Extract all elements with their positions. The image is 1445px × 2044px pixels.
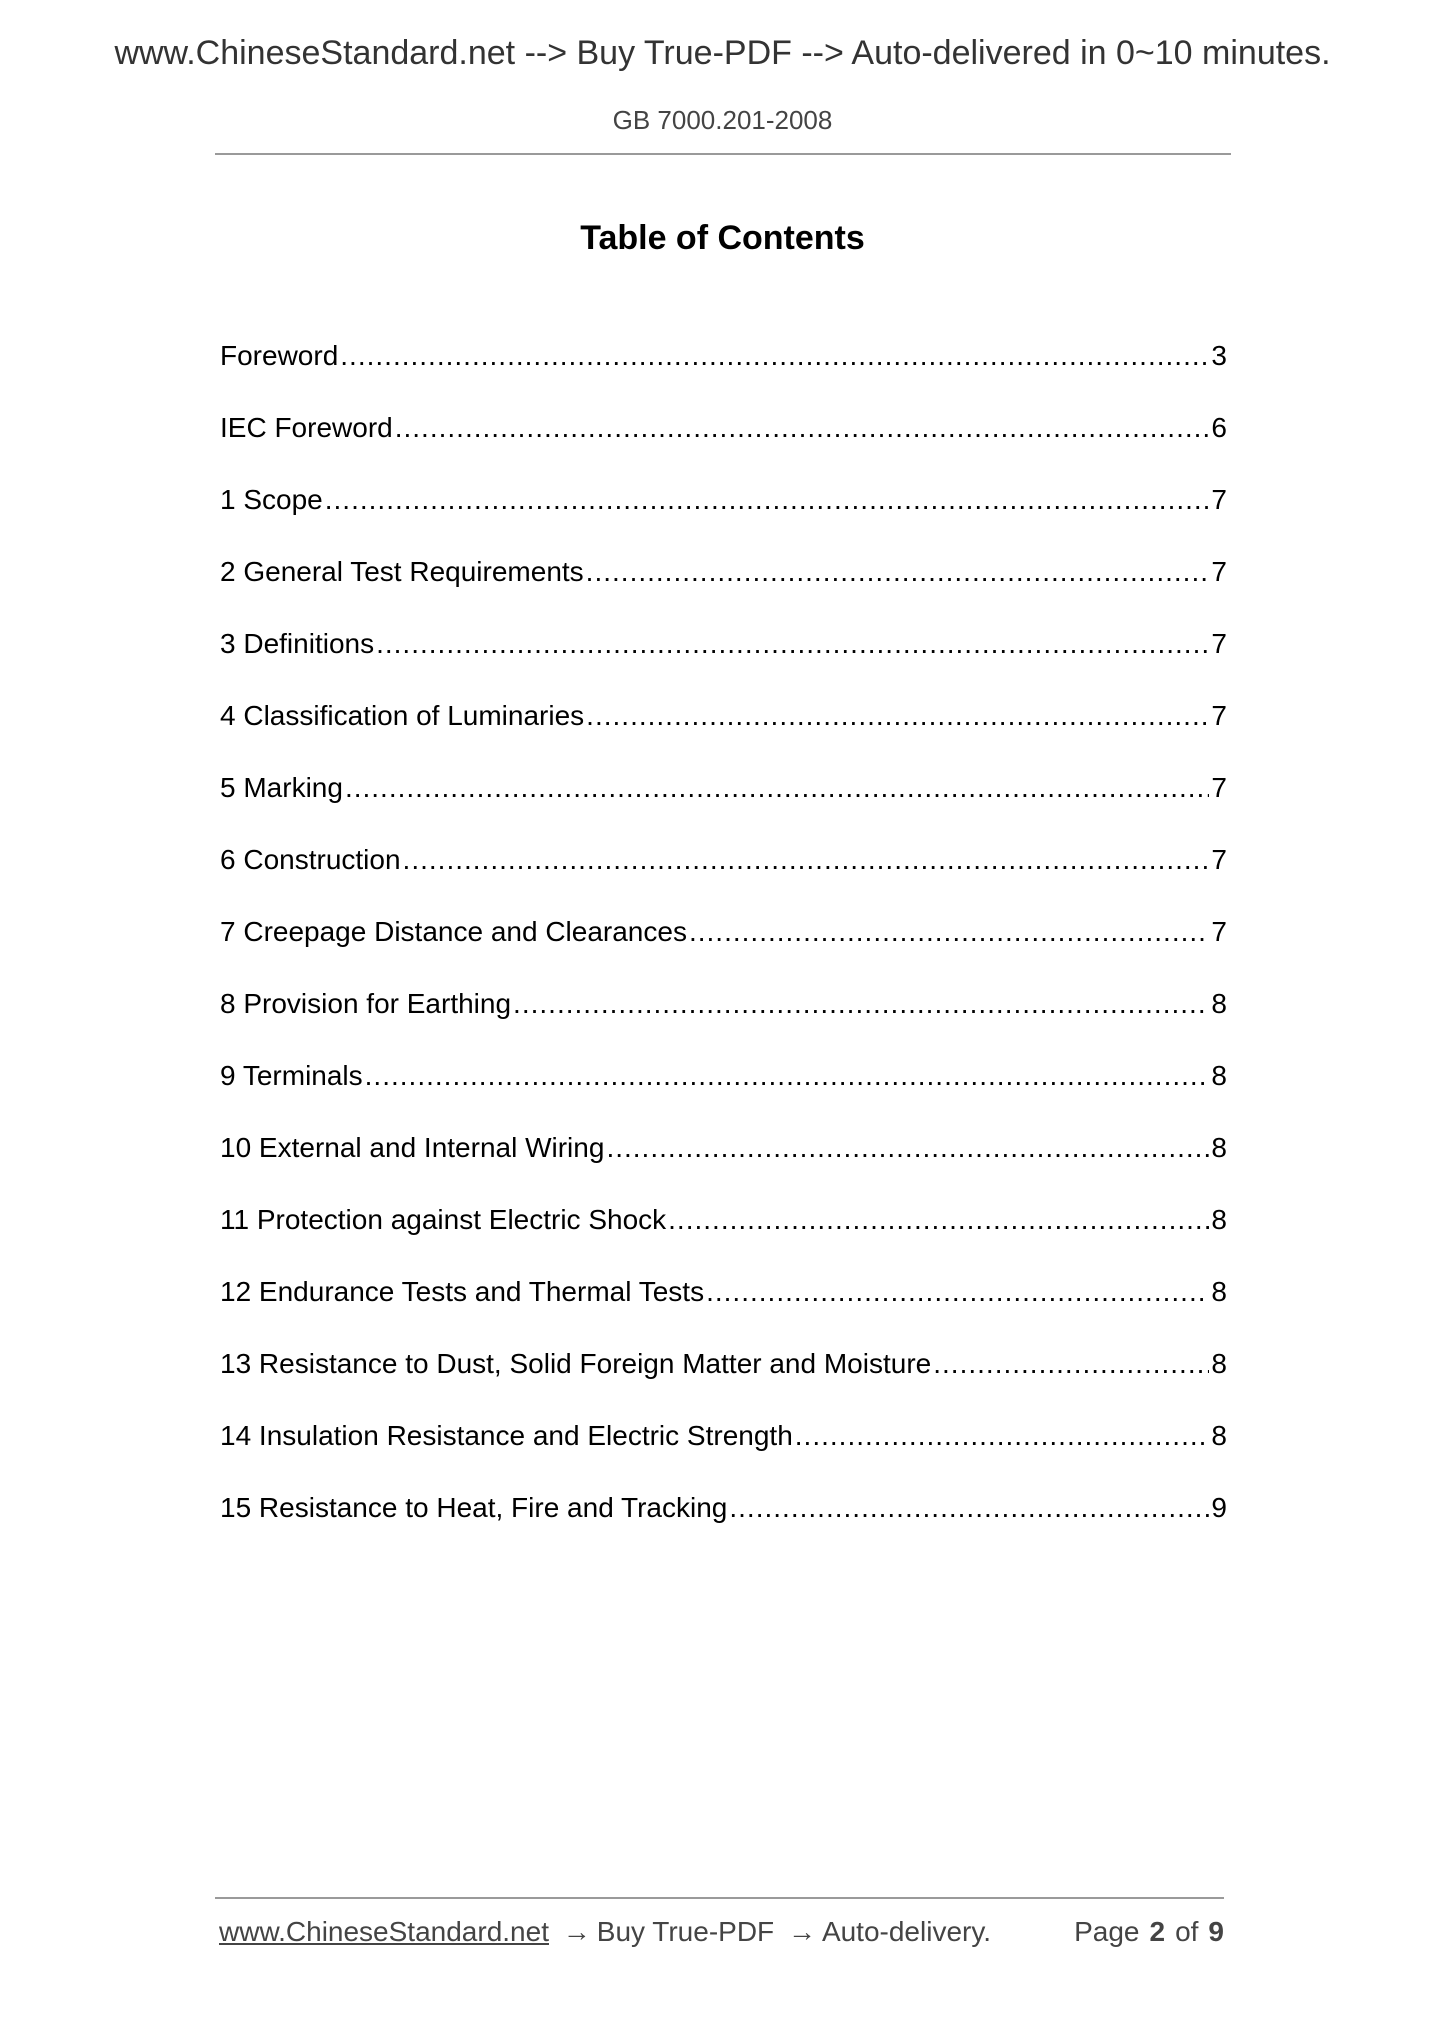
current-page-number: 2 [1149, 1916, 1166, 1947]
toc-entry-label: 8 Provision for Earthing [220, 988, 512, 1019]
toc-entry-page: 8 [1211, 1348, 1227, 1379]
page-indicator [1074, 1914, 1224, 1950]
toc-dot-leader [606, 1130, 1209, 1166]
toc-dot-leader [345, 770, 1209, 806]
toc-entry-label: 4 Classification of Luminaries [220, 700, 585, 731]
toc-entry-label: 15 Resistance to Heat, Fire and Tracking [220, 1492, 728, 1523]
toc-dot-leader [586, 698, 1209, 734]
toc-entry-page: 7 [1211, 484, 1227, 515]
toc-entry[interactable] [220, 1130, 1227, 1202]
toc-entry[interactable] [220, 1418, 1227, 1490]
toc-dot-leader [395, 410, 1210, 446]
toc-entry-page: 8 [1211, 1420, 1227, 1451]
toc-entry-label: IEC Foreword [220, 412, 393, 443]
toc-entry[interactable] [220, 842, 1227, 914]
toc-dot-leader [365, 1058, 1210, 1094]
toc-dot-leader [376, 626, 1209, 662]
toc-entry-label: 6 Construction [220, 844, 401, 875]
toc-entry[interactable] [220, 770, 1227, 842]
toc-entry[interactable] [220, 1274, 1227, 1346]
toc-entry[interactable] [220, 1202, 1227, 1274]
footer-divider [215, 1897, 1224, 1899]
toc-entry-label: 2 General Test Requirements [220, 556, 584, 587]
toc-list [220, 338, 1227, 1562]
toc-dot-leader [689, 914, 1209, 950]
toc-entry[interactable] [220, 482, 1227, 554]
document-code: GB 7000.201-2008 [612, 105, 833, 135]
toc-entry[interactable] [220, 626, 1227, 698]
toc-entry-page: 7 [1211, 844, 1227, 875]
toc-dot-leader [325, 482, 1210, 518]
footer-promo [219, 1914, 991, 1950]
arrow-right-icon: → [787, 1916, 816, 1947]
toc-entry-label: 5 Marking [220, 772, 343, 803]
toc-entry-page: 8 [1211, 1132, 1227, 1163]
toc-entry[interactable] [220, 914, 1227, 986]
toc-entry[interactable] [220, 554, 1227, 626]
toc-entry-page: 7 [1211, 772, 1227, 803]
toc-entry[interactable] [220, 1346, 1227, 1418]
footer-delivery-text: Auto-delivery. [821, 1916, 992, 1947]
toc-entry[interactable] [220, 1490, 1227, 1562]
toc-entry-label: 13 Resistance to Dust, Solid Foreign Matter and Moisture [220, 1348, 932, 1379]
toc-entry-label: 12 Endurance Tests and Thermal Tests [220, 1276, 705, 1307]
toc-entry-page: 9 [1211, 1492, 1227, 1523]
toc-entry-label: 11 Protection against Electric Shock [220, 1204, 667, 1235]
toc-dot-leader [933, 1346, 1209, 1382]
toc-entry[interactable] [220, 698, 1227, 770]
toc-entry-page: 7 [1211, 628, 1227, 659]
arrow-right-icon: → [562, 1916, 591, 1947]
toc-entry-label: 9 Terminals [220, 1060, 363, 1091]
toc-dot-leader [729, 1490, 1209, 1526]
toc-dot-leader [340, 338, 1209, 374]
toc-entry[interactable] [220, 338, 1227, 410]
top-banner: www.ChineseStandard.net --> Buy True-PDF --> Auto-delivered in 0~10 minutes. [114, 34, 1331, 72]
toc-entry-page: 8 [1211, 1276, 1227, 1307]
toc-entry-page: 8 [1211, 988, 1227, 1019]
toc-dot-leader [795, 1418, 1210, 1454]
toc-entry[interactable] [220, 986, 1227, 1058]
toc-entry-page: 7 [1211, 700, 1227, 731]
toc-entry[interactable] [220, 1058, 1227, 1130]
of-label: of [1175, 1916, 1199, 1947]
toc-entry-page: 3 [1211, 340, 1227, 371]
toc-dot-leader [586, 554, 1210, 590]
toc-entry[interactable] [220, 410, 1227, 482]
toc-dot-leader [706, 1274, 1209, 1310]
toc-dot-leader [513, 986, 1209, 1022]
page-label: Page [1074, 1916, 1140, 1947]
toc-entry-label: 3 Definitions [220, 628, 375, 659]
toc-entry-label: 1 Scope [220, 484, 323, 515]
toc-title: Table of Contents [580, 219, 865, 257]
toc-dot-leader [403, 842, 1210, 878]
toc-entry-page: 7 [1211, 916, 1227, 947]
toc-entry-label: 10 External and Internal Wiring [220, 1132, 605, 1163]
footer-buy-text: Buy True-PDF [596, 1916, 775, 1947]
toc-entry-label: 7 Creepage Distance and Clearances [220, 916, 687, 947]
toc-dot-leader [668, 1202, 1209, 1238]
toc-entry-page: 6 [1211, 412, 1227, 443]
total-page-count: 9 [1208, 1916, 1224, 1947]
footer-site-link[interactable]: www.ChineseStandard.net [219, 1916, 549, 1947]
toc-entry-page: 8 [1211, 1204, 1227, 1235]
toc-entry-page: 8 [1211, 1060, 1227, 1091]
toc-entry-label: Foreword [220, 340, 339, 371]
page-footer [219, 1914, 1224, 1954]
toc-entry-label: 14 Insulation Resistance and Electric Strength [220, 1420, 793, 1451]
header-divider [215, 153, 1231, 155]
toc-entry-page: 7 [1211, 556, 1227, 587]
